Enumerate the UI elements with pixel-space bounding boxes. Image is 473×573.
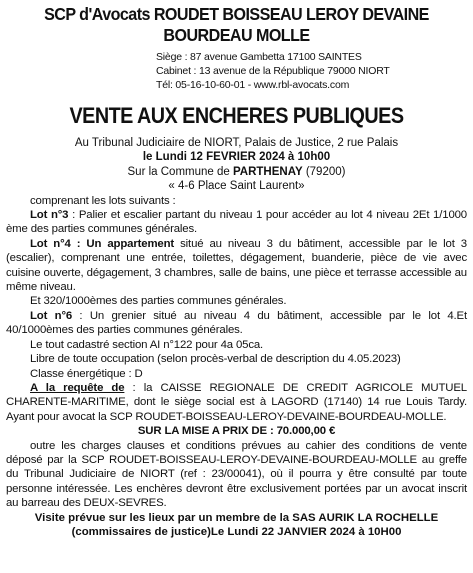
lot-3 — [6, 208, 467, 237]
firm-name — [24, 4, 448, 46]
firm-name-line1: SCP d'Avocats ROUDET BOISSEAU LEROY DEVAINE — [44, 4, 429, 24]
lot-6 — [6, 309, 467, 338]
notice-title: VENTE AUX ENCHERES PUBLIQUES — [69, 103, 404, 128]
visit-line1: Visite prévue sur les lieux par un membre de la SAS AURIK LA ROCHELLE — [34, 511, 439, 524]
visit-info — [6, 511, 467, 540]
commune-suffix: (79200) — [302, 165, 346, 178]
lot-4-text: situé au niveau 3 du bâtiment, accessible par le lot 3 (escalier), comprenant une entrée, toilettes, dégagement, buanderie, pièce de vie avec cuisine ouverte, dégagement, 3 chambres, salle de bains, une pièce et terrasse accessible au même niveau. — [6, 237, 467, 294]
lot-6-label: Lot n°6 — [30, 309, 73, 322]
starting-price: SUR LA MISE A PRIX DE : 70.000,00 € — [137, 425, 336, 438]
lot-4-share: Et 320/1000èmes des parties communes générales. — [30, 295, 287, 308]
request-label: A la requête de — [30, 381, 125, 394]
energy-class: Classe énergétique : D — [30, 367, 143, 380]
lot-6-text: : Un grenier situé au niveau 4 du bâtiment, accessible par le lot 4.Et 40/1000èmes des parties communes générales. — [6, 309, 468, 337]
visit-line2: (commissaires de justice)Le Lundi 22 JANVIER 2024 à 10H00 — [71, 525, 402, 538]
address-cabinet: Cabinet : 13 avenue de la République 79000 NIORT — [156, 65, 390, 77]
address-siege: Siège : 87 avenue Gambetta 17100 SAINTES — [156, 51, 362, 63]
legal-notice — [0, 4, 473, 573]
property-address: « 4-6 Place Saint Laurent» — [168, 180, 305, 193]
commune-prefix: Sur la Commune de — [127, 165, 233, 178]
request — [6, 381, 467, 424]
notice-body — [6, 194, 467, 511]
commune-name: PARTHENAY — [232, 165, 303, 178]
commune-line — [6, 165, 467, 179]
lot-4 — [6, 237, 467, 295]
phone-website: Tél: 05-16-10-60-01 - www.rbl-avocats.com — [156, 79, 350, 91]
auction-venue — [6, 136, 467, 194]
cadastre: Le tout cadastré section AI n°122 pour 4a 05ca. — [30, 338, 264, 351]
auction-date: le Lundi 12 FEVRIER 2024 à 10h00 — [142, 151, 331, 164]
firm-contact — [156, 50, 467, 92]
occupation: Libre de toute occupation (selon procès-verbal de description du 4.05.2023) — [30, 353, 401, 366]
request-text: : la CAISSE REGIONALE DE CREDIT AGRICOLE MUTUEL CHARENTE-MARITIME, dont le siège social est à LAGORD (17140) 14 rue Louis Tardy. Ayant pour avocat la SCP ROUDET-BOISSEAU-LEROY-DEVAINE-BOURDEAU-MOLLE. — [6, 381, 467, 423]
sale-conditions: outre les charges clauses et conditions prévues au cahier des conditions de vente déposé par la SCP ROUDET-BOISSEAU-LEROY-DEVAINE-BOURDEAU-MOLLE au greffe du Tribunal Judiciaire de NIORT (ref : 23/00041), où il pourra y être consulté par toute personne intéressée. Les enchères devront être exclusivement portées par un avocat inscrit au barreau des DEUX-SEVRES. — [6, 439, 467, 510]
lot-3-label: Lot n°3 — [30, 209, 69, 222]
court-location: Au Tribunal Judiciaire de NIORT, Palais de Justice, 2 rue Palais — [74, 137, 399, 149]
lot-3-text: : Palier et escalier partant du niveau 1 pour accéder au lot 4 niveau 2Et 1/1000 ème des parties communes générales. — [6, 209, 467, 236]
firm-name-line2: BOURDEAU MOLLE — [163, 25, 310, 45]
lots-intro: comprenant les lots suivants : — [30, 194, 176, 207]
lot-4-label: Lot n°4 : Un appartement — [30, 237, 175, 250]
